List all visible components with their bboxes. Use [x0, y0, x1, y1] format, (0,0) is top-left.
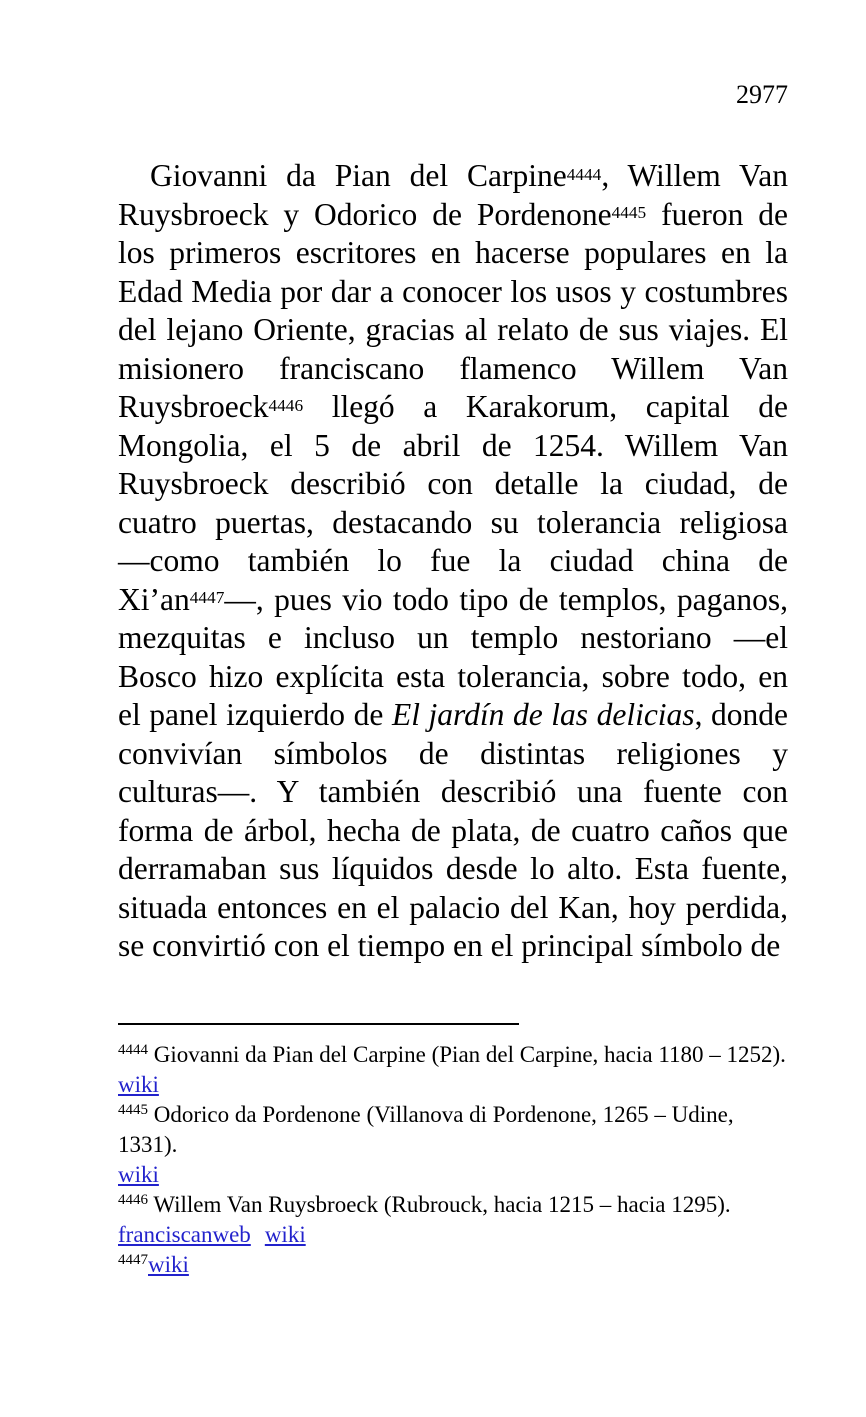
franciscanweb-link[interactable]: franciscanweb [118, 1222, 251, 1247]
footnote-text: Giovanni da Pian del Carpine (Pian del Carpine, hacia 1180 – 1252). [148, 1042, 786, 1067]
footnote-4446 [118, 1190, 798, 1250]
footnote-4447 [118, 1250, 798, 1280]
footnote-number: 4446 [118, 1191, 148, 1208]
wiki-link[interactable]: wiki [118, 1162, 159, 1187]
footnote-text: Willem Van Ruysbroeck (Rubrouck, hacia 1215 – hacia 1295). [148, 1192, 731, 1217]
body-paragraph [118, 157, 788, 966]
footnote-ref-4444: 4444 [566, 164, 602, 184]
footnote-ref-4446: 4446 [268, 395, 304, 415]
paragraph-text: llegó a Karakorum, capital de Mongolia, el 5 de abril de 1254. Willem Van Ruysbroeck describió con detalle la ciudad, de cuatro puertas, destacando su tolerancia religiosa ―como también lo fue la ciudad china de Xi’an [118, 389, 788, 617]
artwork-title: El jardín de las delicias [391, 697, 695, 732]
paragraph-text: ―, pues vio todo tipo de templos, paganos, mezquitas e incluso un templo nestoriano ―el Bosco hizo explícita esta tolerancia, sobre todo, en el panel izquierdo de [118, 581, 788, 732]
footnote-ref-4447: 4447 [189, 588, 225, 608]
paragraph-text: , donde convivían símbolos de distintas religiones y culturas―. Y también describió una fuente con forma de árbol, hecha de plata, de cuatro caños que derramaban sus líquidos desde lo alto. Esta fuente, situada entonces en el palacio del Kan, hoy perdida, se convirtió con el tiempo en el principal símbolo de [118, 697, 788, 963]
page-number: 2977 [736, 80, 788, 109]
footnote-number: 4445 [118, 1101, 148, 1118]
wiki-link[interactable]: wiki [148, 1252, 189, 1277]
wiki-link[interactable]: wiki [264, 1222, 306, 1247]
wiki-link[interactable]: wiki [118, 1072, 159, 1097]
footnote-text: Odorico da Pordenone (Villanova di Pordenone, 1265 – Udine, 1331). [118, 1102, 734, 1157]
footnote-divider [118, 1023, 519, 1025]
footnote-number: 4444 [118, 1041, 148, 1058]
footnotes [118, 1040, 798, 1280]
footnote-number: 4447 [118, 1251, 148, 1268]
footnote-4445 [118, 1100, 798, 1190]
paragraph-text: , Willem Van Ruysbroeck y Odorico de Pordenone [118, 158, 789, 232]
paragraph-text: fueron de los primeros escritores en hacerse populares en la Edad Media por dar a conocer los usos y costumbres del lejano Oriente, gracias al relato de sus viajes. El misionero franciscano flamenco Willem Van Ruysbroeck [118, 196, 788, 424]
footnote-4444 [118, 1040, 798, 1100]
footnote-ref-4445: 4445 [611, 203, 647, 223]
paragraph-text: Giovanni da Pian del Carpine [150, 158, 567, 193]
